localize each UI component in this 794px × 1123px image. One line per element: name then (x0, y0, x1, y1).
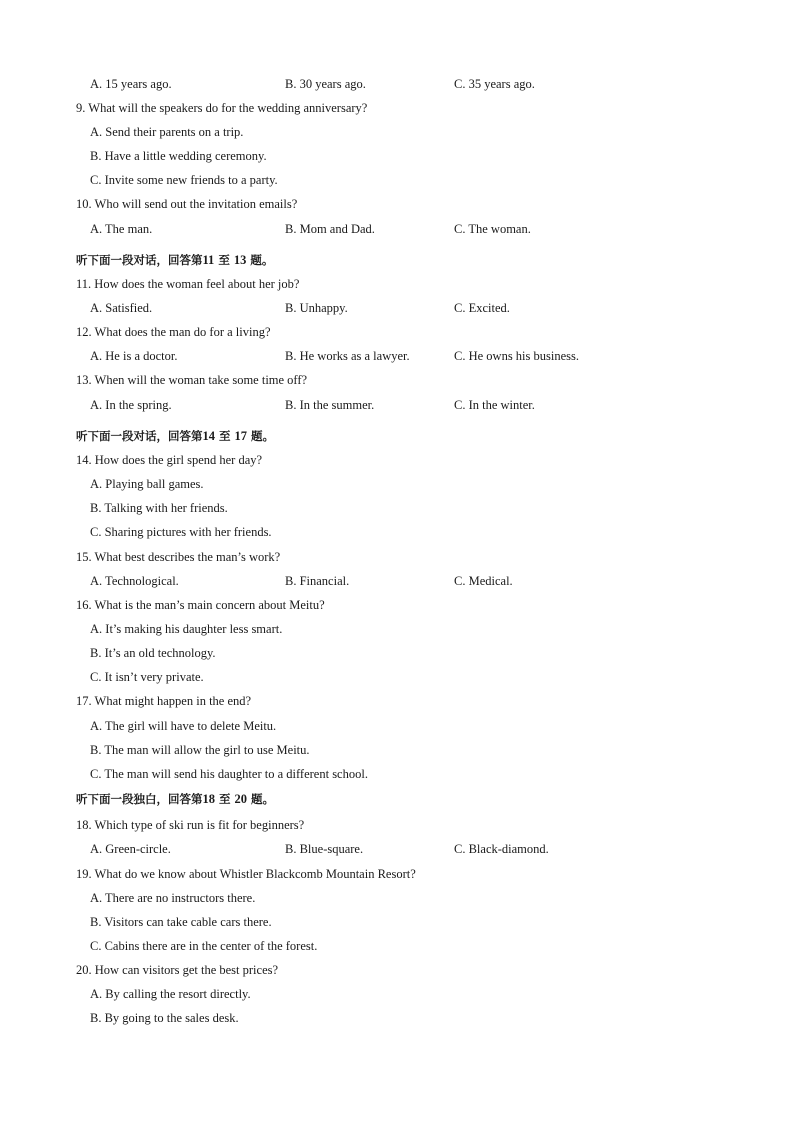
q14-option-a: A. Playing ball games. (90, 477, 204, 491)
section-heading-text: 听下面一段对话，回答第 (76, 429, 203, 443)
q8-option-c: C. 35 years ago. (454, 77, 535, 91)
q13-option-a: A. In the spring. (90, 398, 172, 412)
q17-option-a: A. The girl will have to delete Meitu. (90, 719, 277, 733)
section-heading-11-13 (76, 252, 273, 268)
q18-option-a: A. Green-circle. (90, 842, 171, 856)
section-end-number: 17 (234, 429, 248, 443)
section-heading-to: 至 (219, 792, 231, 806)
q16-question: 16. What is the man’s main concern about Meitu? (76, 598, 325, 612)
q19-option-b: B. Visitors can take cable cars there. (90, 915, 272, 929)
q9-option-b: B. Have a little wedding ceremony. (90, 149, 267, 163)
q12-option-a: A. He is a doctor. (90, 349, 178, 363)
q12-option-c: C. He owns his business. (454, 349, 580, 363)
section-heading-suffix: 题。 (251, 429, 275, 443)
q15-question: 15. What best describes the man’s work? (76, 550, 281, 564)
section-heading-suffix: 题。 (250, 253, 274, 267)
q12-option-b: B. He works as a lawyer. (285, 349, 410, 363)
q11-option-a: A. Satisfied. (90, 301, 153, 315)
q15-option-b: B. Financial. (285, 574, 350, 588)
section-end-number: 13 (233, 253, 247, 267)
q16-option-c: C. It isn’t very private. (90, 670, 204, 684)
q10-question: 10. Who will send out the invitation emails? (76, 197, 298, 211)
q16-option-b: B. It’s an old technology. (90, 646, 216, 660)
q18-question: 18. Which type of ski run is fit for beginners? (76, 818, 305, 832)
q17-question: 17. What might happen in the end? (76, 694, 252, 708)
q18-option-b: B. Blue-square. (285, 842, 364, 856)
section-heading-suffix: 题。 (251, 792, 275, 806)
section-start-number: 11 (202, 253, 215, 267)
q15-option-a: A. Technological. (90, 574, 179, 588)
q11-option-c: C. Excited. (454, 301, 510, 315)
q17-option-b: B. The man will allow the girl to use Meitu. (90, 743, 310, 757)
q20-option-a: A. By calling the resort directly. (90, 987, 251, 1001)
section-heading-to: 至 (219, 429, 231, 443)
q16-option-a: A. It’s making his daughter less smart. (90, 622, 283, 636)
section-heading-18-20 (76, 791, 274, 807)
q10-option-c: C. The woman. (454, 222, 531, 236)
q19-option-a: A. There are no instructors there. (90, 891, 256, 905)
q20-option-b: B. By going to the sales desk. (90, 1011, 239, 1025)
q12-question: 12. What does the man do for a living? (76, 325, 271, 339)
q14-question: 14. How does the girl spend her day? (76, 453, 263, 467)
section-end-number: 20 (234, 792, 248, 806)
q9-option-a: A. Send their parents on a trip. (90, 125, 244, 139)
q13-option-b: B. In the summer. (285, 398, 375, 412)
section-start-number: 18 (202, 792, 215, 806)
q19-question: 19. What do we know about Whistler Blackcomb Mountain Resort? (76, 867, 416, 881)
q13-question: 13. When will the woman take some time off? (76, 373, 308, 387)
section-heading-14-17 (76, 428, 274, 444)
section-heading-text: 听下面一段独白，回答第 (76, 792, 203, 806)
q8-option-a: A. 15 years ago. (90, 77, 172, 91)
q19-option-c: C. Cabins there are in the center of the forest. (90, 939, 318, 953)
q11-option-b: B. Unhappy. (285, 301, 348, 315)
q10-option-b: B. Mom and Dad. (285, 222, 375, 236)
q14-option-c: C. Sharing pictures with her friends. (90, 525, 272, 539)
q20-question: 20. How can visitors get the best prices? (76, 963, 279, 977)
q18-option-c: C. Black-diamond. (454, 842, 549, 856)
q10-option-a: A. The man. (90, 222, 153, 236)
q15-option-c: C. Medical. (454, 574, 513, 588)
section-start-number: 14 (202, 429, 215, 443)
q13-option-c: C. In the winter. (454, 398, 535, 412)
q17-option-c: C. The man will send his daughter to a different school. (90, 767, 368, 781)
q14-option-b: B. Talking with her friends. (90, 501, 228, 515)
section-heading-to: 至 (218, 253, 230, 267)
q9-option-c: C. Invite some new friends to a party. (90, 173, 278, 187)
q8-option-b: B. 30 years ago. (285, 77, 366, 91)
q9-question: 9. What will the speakers do for the wedding anniversary? (76, 101, 368, 115)
q11-question: 11. How does the woman feel about her job? (76, 277, 300, 291)
section-heading-text: 听下面一段对话，回答第 (76, 253, 203, 267)
